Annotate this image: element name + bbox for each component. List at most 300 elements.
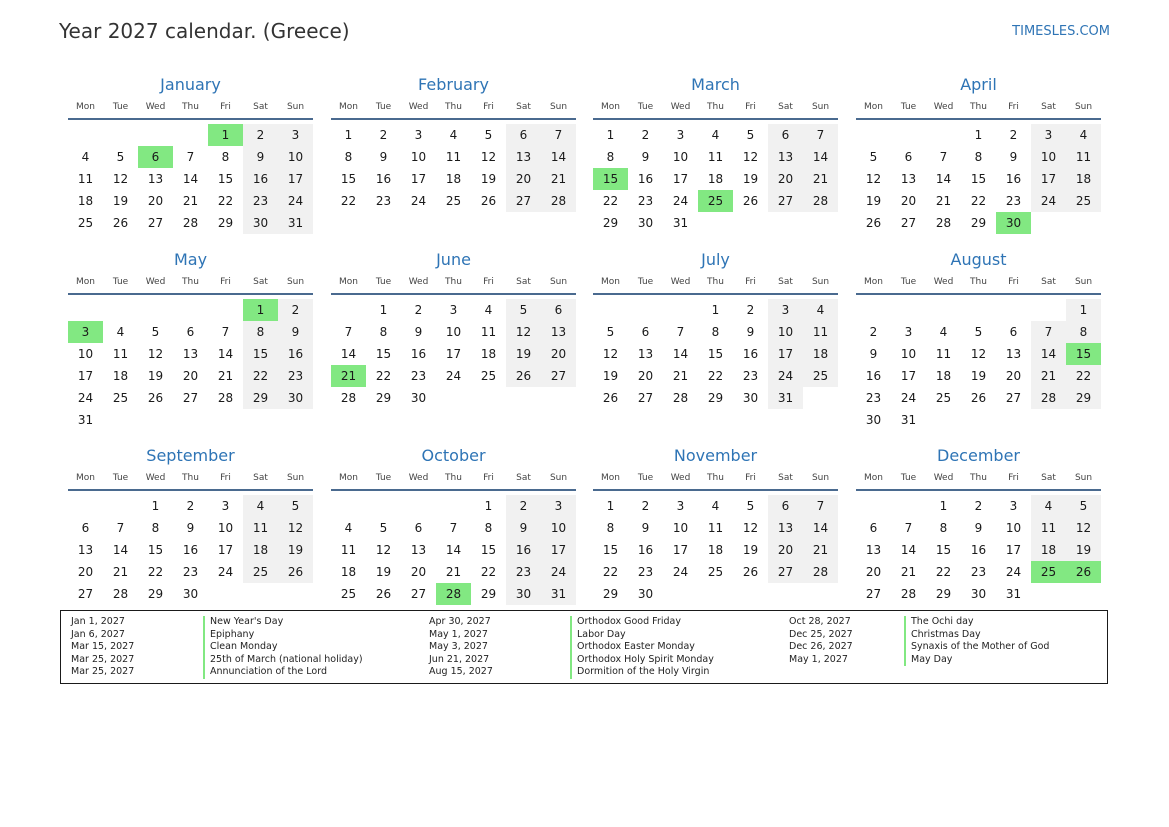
weekday-label: Tue: [112, 102, 129, 112]
day-cell: 24: [1031, 190, 1066, 212]
day-cell: 29: [707, 391, 724, 405]
day-cell: 9: [1009, 150, 1018, 164]
day-cell: 21: [672, 369, 689, 383]
month-april: [856, 70, 1101, 234]
day-cell: 11: [340, 543, 357, 557]
day-cell: 31: [672, 216, 689, 230]
day-cell: 13: [541, 321, 576, 343]
empty-cell: [173, 299, 208, 321]
weekday-label: Tue: [900, 102, 917, 112]
day-cell: 28: [182, 216, 199, 230]
day-cell: 1: [344, 128, 353, 142]
day-cell: 6: [186, 325, 195, 339]
day-cell: 5: [869, 150, 878, 164]
day-cell: 20: [900, 194, 917, 208]
day-cell: 11: [1066, 146, 1101, 168]
empty-cell: [103, 124, 138, 146]
holiday-names-column: [904, 616, 1049, 666]
day-cell: 3: [541, 495, 576, 517]
day-cell: 12: [742, 521, 759, 535]
day-cell: 30: [637, 587, 654, 601]
empty-cell: [366, 495, 401, 517]
weekday-header: [68, 275, 313, 295]
month-name: September: [146, 446, 235, 465]
weekday-label: Wed: [408, 473, 429, 483]
month-name: August: [950, 250, 1007, 269]
weekday-header: [68, 471, 313, 491]
weekday-header: [331, 471, 576, 491]
day-cell: 5: [151, 325, 160, 339]
weekday-label: Sun: [286, 102, 305, 112]
day-cell: 18: [707, 543, 724, 557]
day-cell: 17: [672, 543, 689, 557]
holiday-name: Orthodox Holy Spirit Monday: [570, 654, 714, 667]
day-cell: 14: [445, 543, 462, 557]
weekday-label: Sat: [253, 277, 268, 287]
day-cell: 18: [243, 539, 278, 561]
day-cell: 4: [116, 325, 125, 339]
day-cell: 15: [707, 347, 724, 361]
day-cell: 11: [707, 150, 724, 164]
day-cell: 20: [77, 565, 94, 579]
holiday-date: May 1, 2027: [789, 653, 848, 665]
weekday-label: Sun: [1074, 473, 1093, 483]
day-cell: 3: [414, 128, 423, 142]
day-cell: 25: [77, 216, 94, 230]
weekday-label: Mon: [339, 473, 358, 483]
holiday-date: May 3, 2027: [429, 641, 488, 653]
day-cell: 2: [869, 325, 878, 339]
holiday-name: Dormition of the Holy Virgin: [570, 666, 714, 679]
empty-cell: [68, 124, 103, 146]
day-cell: 16: [410, 347, 427, 361]
empty-cell: [436, 495, 471, 517]
day-cell: 11: [1031, 517, 1066, 539]
weekday-label: Sun: [286, 277, 305, 287]
day-cell: 18: [340, 565, 357, 579]
day-cell: 19: [112, 194, 129, 208]
day-cell: 23: [375, 194, 392, 208]
holiday-date: Apr 30, 2027: [429, 616, 491, 627]
day-cell: 8: [379, 325, 388, 339]
day-cell: 11: [112, 347, 129, 361]
weekday-header: [331, 275, 576, 295]
day-cell: 2: [974, 499, 983, 513]
day-cell: 3: [676, 499, 685, 513]
weekday-header: [593, 275, 838, 295]
weekday-label: Sun: [1074, 102, 1093, 112]
day-cell: 26: [506, 365, 541, 387]
site-link[interactable]: TIMESLES.COM: [1012, 24, 1110, 39]
month-name: June: [436, 250, 471, 269]
empty-cell: [593, 299, 628, 321]
day-cell: 22: [340, 194, 357, 208]
month-february: [331, 70, 576, 212]
day-grid: [593, 124, 838, 234]
day-cell: 21: [112, 565, 129, 579]
day-cell: 28: [112, 587, 129, 601]
day-cell: 22: [970, 194, 987, 208]
weekday-label: Sun: [811, 473, 830, 483]
weekday-label: Fri: [1008, 277, 1019, 287]
holiday-dates-column: [71, 616, 134, 679]
weekday-label: Sat: [253, 102, 268, 112]
weekday-label: Sat: [253, 473, 268, 483]
day-cell: 15: [480, 543, 497, 557]
day-cell: 24: [77, 391, 94, 405]
day-cell: 13: [182, 347, 199, 361]
weekday-label: Sun: [811, 102, 830, 112]
day-cell: 10: [410, 150, 427, 164]
day-cell: 26: [742, 565, 759, 579]
day-cell: 9: [506, 517, 541, 539]
day-cell: 26: [865, 216, 882, 230]
day-cell: 15: [970, 172, 987, 186]
day-cell: 25: [480, 369, 497, 383]
weekday-label: Thu: [707, 277, 724, 287]
day-cell: 10: [1005, 521, 1022, 535]
day-cell: 14: [1031, 343, 1066, 365]
day-cell: 28: [672, 391, 689, 405]
weekday-label: Sat: [778, 473, 793, 483]
day-cell: 22: [707, 369, 724, 383]
weekday-label: Thu: [182, 473, 199, 483]
empty-cell: [996, 299, 1031, 321]
day-cell: 14: [803, 146, 838, 168]
weekday-label: Fri: [745, 473, 756, 483]
weekday-label: Wed: [933, 473, 954, 483]
day-cell: 1: [379, 303, 388, 317]
holiday-names-column: [570, 616, 714, 679]
day-cell: 26: [112, 216, 129, 230]
day-cell: 30: [637, 216, 654, 230]
day-cell: 3: [676, 128, 685, 142]
holiday-date: Dec 25, 2027: [789, 628, 853, 640]
weekday-label: Wed: [933, 277, 954, 287]
day-cell: 23: [243, 190, 278, 212]
month-october: [331, 441, 576, 605]
day-cell: 20: [768, 168, 803, 190]
weekday-label: Fri: [1008, 102, 1019, 112]
weekday-label: Fri: [1008, 473, 1019, 483]
day-cell: 10: [217, 521, 234, 535]
holiday-name: New Year's Day: [203, 616, 363, 629]
day-cell: 12: [865, 172, 882, 186]
day-cell: 20: [506, 168, 541, 190]
day-cell: 13: [865, 543, 882, 557]
day-cell: 18: [1031, 539, 1066, 561]
day-cell: 31: [278, 212, 313, 234]
day-cell: 30: [243, 212, 278, 234]
day-cell: 8: [151, 521, 160, 535]
day-cell: 27: [182, 391, 199, 405]
weekday-label: Sat: [778, 102, 793, 112]
weekday-label: Sun: [286, 473, 305, 483]
day-cell: 16: [1005, 172, 1022, 186]
holiday-day-cell: 1: [243, 299, 278, 321]
day-cell: 19: [278, 539, 313, 561]
day-cell: 27: [1005, 391, 1022, 405]
holiday-day-cell: 21: [331, 365, 366, 387]
day-cell: 29: [602, 587, 619, 601]
day-cell: 26: [970, 391, 987, 405]
empty-cell: [68, 495, 103, 517]
day-cell: 28: [217, 391, 234, 405]
day-cell: 6: [541, 299, 576, 321]
day-cell: 19: [602, 369, 619, 383]
day-cell: 4: [81, 150, 90, 164]
holiday-day-cell: 25: [1031, 561, 1066, 583]
weekday-label: Wed: [933, 102, 954, 112]
holiday-day-cell: 15: [593, 168, 628, 190]
day-cell: 16: [278, 343, 313, 365]
weekday-label: Wed: [670, 102, 691, 112]
month-name: March: [691, 75, 740, 94]
day-cell: 23: [182, 565, 199, 579]
day-cell: 21: [217, 369, 234, 383]
day-grid: [68, 124, 313, 234]
day-cell: 31: [900, 413, 917, 427]
weekday-label: Thu: [445, 102, 462, 112]
day-cell: 7: [803, 495, 838, 517]
day-cell: 8: [344, 150, 353, 164]
empty-cell: [138, 124, 173, 146]
day-cell: 12: [278, 517, 313, 539]
empty-cell: [891, 495, 926, 517]
holiday-day-cell: 15: [1066, 343, 1101, 365]
day-cell: 20: [1005, 369, 1022, 383]
day-cell: 22: [1066, 365, 1101, 387]
day-cell: 27: [77, 587, 94, 601]
day-cell: 6: [414, 521, 423, 535]
empty-cell: [103, 299, 138, 321]
day-grid: [856, 299, 1101, 431]
day-cell: 17: [217, 543, 234, 557]
month-name: October: [421, 446, 486, 465]
day-cell: 24: [672, 565, 689, 579]
holiday-date: May 1, 2027: [429, 628, 488, 640]
day-cell: 7: [676, 325, 685, 339]
day-cell: 8: [484, 521, 493, 535]
day-cell: 12: [1066, 517, 1101, 539]
day-cell: 1: [711, 303, 720, 317]
day-cell: 25: [243, 561, 278, 583]
holiday-dates-column: [789, 616, 853, 666]
day-cell: 6: [506, 124, 541, 146]
day-cell: 17: [410, 172, 427, 186]
day-cell: 17: [672, 172, 689, 186]
day-cell: 31: [77, 413, 94, 427]
day-cell: 10: [541, 517, 576, 539]
day-cell: 1: [484, 499, 493, 513]
holiday-date: Mar 25, 2027: [71, 666, 135, 678]
holiday-dates-column: [429, 616, 493, 679]
holiday-date: Jun 21, 2027: [429, 653, 490, 665]
holiday-day-cell: 30: [996, 212, 1031, 234]
day-cell: 4: [711, 499, 720, 513]
day-cell: 20: [182, 369, 199, 383]
weekday-label: Wed: [145, 277, 166, 287]
day-cell: 14: [112, 543, 129, 557]
weekday-label: Mon: [339, 277, 358, 287]
day-cell: 13: [1005, 347, 1022, 361]
weekday-label: Sun: [549, 473, 568, 483]
day-cell: 11: [803, 321, 838, 343]
day-cell: 6: [81, 521, 90, 535]
holiday-day-cell: 28: [436, 583, 471, 605]
day-cell: 30: [182, 587, 199, 601]
day-cell: 6: [768, 124, 803, 146]
weekday-label: Wed: [670, 473, 691, 483]
empty-cell: [208, 299, 243, 321]
day-cell: 24: [278, 190, 313, 212]
day-cell: 3: [1031, 124, 1066, 146]
day-cell: 26: [375, 587, 392, 601]
day-cell: 2: [243, 124, 278, 146]
day-cell: 3: [449, 303, 458, 317]
empty-cell: [926, 124, 961, 146]
holiday-date: Dec 26, 2027: [789, 641, 853, 653]
day-cell: 28: [900, 587, 917, 601]
day-cell: 8: [606, 521, 615, 535]
weekday-label: Mon: [864, 473, 883, 483]
day-cell: 13: [900, 172, 917, 186]
day-cell: 27: [637, 391, 654, 405]
day-cell: 24: [768, 365, 803, 387]
month-june: [331, 245, 576, 409]
day-cell: 30: [278, 387, 313, 409]
day-cell: 9: [379, 150, 388, 164]
day-cell: 13: [506, 146, 541, 168]
day-cell: 21: [182, 194, 199, 208]
day-cell: 23: [970, 565, 987, 579]
day-cell: 19: [506, 343, 541, 365]
day-cell: 9: [243, 146, 278, 168]
weekday-label: Wed: [145, 473, 166, 483]
day-cell: 7: [221, 325, 230, 339]
empty-cell: [856, 299, 891, 321]
day-cell: 16: [970, 543, 987, 557]
day-cell: 25: [803, 365, 838, 387]
day-cell: 24: [1005, 565, 1022, 579]
day-cell: 6: [641, 325, 650, 339]
day-cell: 6: [768, 495, 803, 517]
month-november: [593, 441, 838, 605]
weekday-label: Thu: [707, 102, 724, 112]
month-september: [68, 441, 313, 605]
day-cell: 6: [1009, 325, 1018, 339]
day-cell: 1: [606, 128, 615, 142]
day-cell: 5: [1066, 495, 1101, 517]
day-cell: 6: [869, 521, 878, 535]
day-cell: 26: [602, 391, 619, 405]
month-name: February: [418, 75, 489, 94]
day-cell: 3: [1009, 499, 1018, 513]
day-cell: 10: [1031, 146, 1066, 168]
day-cell: 13: [77, 543, 94, 557]
weekday-header: [856, 471, 1101, 491]
weekday-label: Mon: [76, 473, 95, 483]
day-cell: 27: [147, 216, 164, 230]
weekday-label: Mon: [601, 102, 620, 112]
weekday-label: Tue: [375, 473, 392, 483]
day-cell: 18: [1066, 168, 1101, 190]
day-cell: 26: [147, 391, 164, 405]
weekday-header: [856, 100, 1101, 120]
weekday-label: Fri: [483, 473, 494, 483]
weekday-label: Tue: [900, 473, 917, 483]
day-cell: 2: [414, 303, 423, 317]
day-cell: 21: [935, 194, 952, 208]
weekday-label: Mon: [864, 277, 883, 287]
day-cell: 16: [865, 369, 882, 383]
day-cell: 23: [637, 565, 654, 579]
day-cell: 17: [445, 347, 462, 361]
day-cell: 11: [77, 172, 94, 186]
day-cell: 21: [900, 565, 917, 579]
day-cell: 8: [711, 325, 720, 339]
day-cell: 23: [410, 369, 427, 383]
empty-cell: [331, 299, 366, 321]
holiday-name: Labor Day: [570, 629, 714, 642]
day-cell: 14: [900, 543, 917, 557]
day-cell: 14: [541, 146, 576, 168]
day-cell: 30: [506, 583, 541, 605]
holiday-date: Oct 28, 2027: [789, 616, 851, 627]
day-cell: 7: [116, 521, 125, 535]
day-cell: 22: [602, 565, 619, 579]
day-cell: 13: [768, 146, 803, 168]
holiday-day-cell: 26: [1066, 561, 1101, 583]
weekday-label: Mon: [76, 277, 95, 287]
day-cell: 29: [480, 587, 497, 601]
day-cell: 22: [147, 565, 164, 579]
empty-cell: [961, 299, 996, 321]
weekday-label: Fri: [483, 277, 494, 287]
day-cell: 14: [182, 172, 199, 186]
weekday-label: Sun: [549, 277, 568, 287]
day-cell: 18: [707, 172, 724, 186]
day-cell: 17: [1005, 543, 1022, 557]
day-grid: [68, 495, 313, 605]
empty-cell: [663, 299, 698, 321]
day-cell: 4: [1031, 495, 1066, 517]
holiday-date: Mar 15, 2027: [71, 641, 135, 653]
day-grid: [856, 124, 1101, 234]
day-cell: 29: [602, 216, 619, 230]
weekday-label: Wed: [670, 277, 691, 287]
day-cell: 29: [375, 391, 392, 405]
weekday-label: Sat: [1041, 277, 1056, 287]
day-cell: 2: [1009, 128, 1018, 142]
day-cell: 23: [865, 391, 882, 405]
day-cell: 7: [939, 150, 948, 164]
holiday-name: 25th of March (national holiday): [203, 654, 363, 667]
weekday-label: Tue: [900, 277, 917, 287]
day-cell: 16: [637, 172, 654, 186]
empty-cell: [891, 124, 926, 146]
day-cell: 13: [768, 517, 803, 539]
empty-cell: [401, 495, 436, 517]
weekday-label: Fri: [745, 277, 756, 287]
day-cell: 8: [221, 150, 230, 164]
day-cell: 4: [939, 325, 948, 339]
day-cell: 3: [221, 499, 230, 513]
day-cell: 20: [410, 565, 427, 579]
day-cell: 22: [602, 194, 619, 208]
holiday-name: Annunciation of the Lord: [203, 666, 363, 679]
day-cell: 8: [606, 150, 615, 164]
